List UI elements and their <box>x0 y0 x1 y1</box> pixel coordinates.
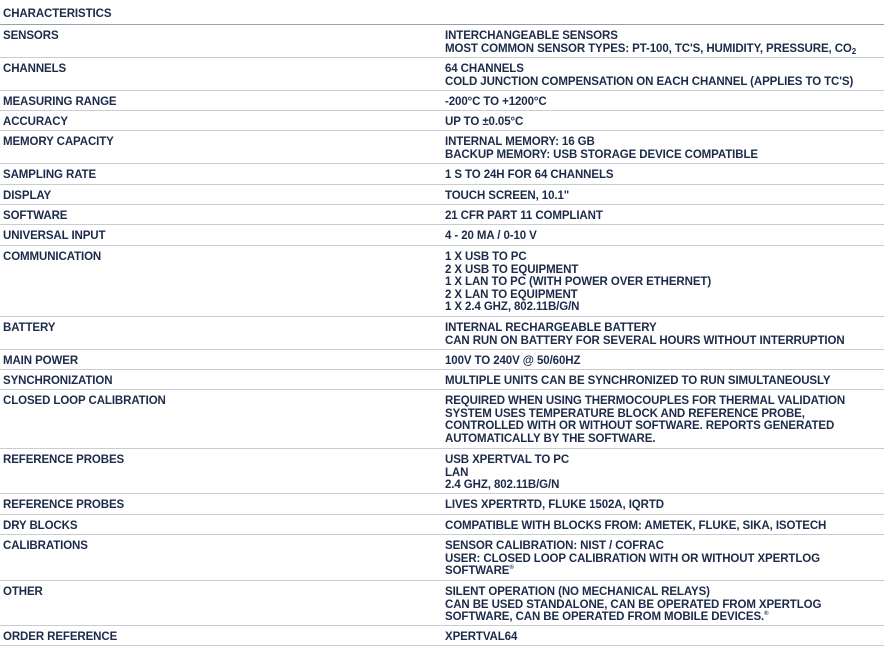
table-row <box>0 494 884 515</box>
row-value <box>442 164 884 184</box>
row-value <box>442 370 884 389</box>
row-label: SOFTWARE <box>3 210 68 222</box>
table-row <box>0 205 884 225</box>
value-line: 1 X 2.4 GHZ, 802.11B/G/N <box>445 301 580 314</box>
table-row <box>0 185 884 205</box>
row-value <box>442 390 884 448</box>
value-text: SOFTWARE <box>445 565 510 578</box>
value-line: REQUIRED WHEN USING THERMOCOUPLES FOR THERMAL VALIDATION <box>445 395 846 407</box>
row-label: CALIBRATIONS <box>3 540 88 552</box>
row-value <box>442 494 884 514</box>
value-line: COMPATIBLE WITH BLOCKS FROM: AMETEK, FLUKE, SIKA, ISOTECH <box>445 520 827 532</box>
header-label: CHARACTERISTICS <box>3 8 112 20</box>
row-value <box>442 515 884 534</box>
row-value <box>442 317 884 349</box>
table-row <box>0 131 884 164</box>
value-line: INTERCHANGEABLE SENSORS <box>445 30 618 42</box>
table-row <box>0 626 884 646</box>
value-line: BACKUP MEMORY: USB STORAGE DEVICE COMPATIBLE <box>445 148 758 161</box>
row-value <box>442 131 884 163</box>
table-row <box>0 58 884 91</box>
registered-mark: ® <box>509 565 514 572</box>
value-line: SENSOR CALIBRATION: NIST / COFRAC <box>445 540 664 552</box>
row-label: BATTERY <box>3 322 56 334</box>
header-value <box>442 0 884 24</box>
row-value <box>442 225 884 245</box>
value-line: 2.4 GHZ, 802.11B/G/N <box>445 479 560 492</box>
value-line: LAN <box>445 466 469 479</box>
value-text: MOST COMMON SENSOR TYPES: PT-100, TC'S, HUMIDITY, PRESSURE, CO <box>445 42 852 55</box>
value-line: AUTOMATICALLY BY THE SOFTWARE. <box>445 432 656 445</box>
subscript-text: 2 <box>851 46 857 56</box>
row-label: SENSORS <box>3 30 59 42</box>
row-value <box>442 350 884 369</box>
value-line: 100V TO 240V @ 50/60HZ <box>445 355 581 367</box>
row-value <box>442 91 884 110</box>
table-row <box>0 25 884 58</box>
row-label: SAMPLING RATE <box>3 169 97 181</box>
row-value <box>442 25 884 57</box>
table-row <box>0 515 884 535</box>
value-line: COLD JUNCTION COMPENSATION ON EACH CHANNEL (APPLIES TO TC'S) <box>445 75 854 88</box>
row-value <box>442 581 884 625</box>
value-line: SYSTEM USES TEMPERATURE BLOCK AND REFERENCE PROBE, <box>445 407 805 420</box>
table-row <box>0 111 884 131</box>
value-line: XPERTVAL64 <box>445 631 518 643</box>
table-row <box>0 449 884 494</box>
row-label: MEASURING RANGE <box>3 96 117 108</box>
table-row <box>0 164 884 185</box>
row-label: ACCURACY <box>3 116 69 128</box>
value-line: UP TO ±0.05°C <box>445 116 524 128</box>
table-row <box>0 581 884 626</box>
value-line: 21 CFR PART 11 COMPLIANT <box>445 210 603 222</box>
row-label: REFERENCE PROBES <box>3 454 125 466</box>
row-label: MEMORY CAPACITY <box>3 136 114 148</box>
table-row <box>0 535 884 581</box>
registered-mark: ® <box>764 611 769 618</box>
table-row <box>0 91 884 111</box>
row-value <box>442 535 884 580</box>
row-label: DISPLAY <box>3 190 52 202</box>
table-row <box>0 370 884 390</box>
value-line <box>445 565 884 578</box>
row-value <box>442 449 884 493</box>
value-line: INTERNAL MEMORY: 16 GB <box>445 136 595 148</box>
row-label: CHANNELS <box>3 63 67 75</box>
value-line: CAN BE USED STANDALONE, CAN BE OPERATED FROM XPERTLOG <box>445 598 822 611</box>
row-label: OTHER <box>3 586 43 598</box>
row-label: CLOSED LOOP CALIBRATION <box>3 395 166 407</box>
row-value <box>442 185 884 204</box>
row-value <box>442 205 884 224</box>
table-row <box>0 317 884 350</box>
value-line: TOUCH SCREEN, 10.1" <box>445 190 570 202</box>
value-line: 64 CHANNELS <box>445 63 524 75</box>
value-line: USB XPERTVAL TO PC <box>445 454 570 466</box>
value-line: USER: CLOSED LOOP CALIBRATION WITH OR WITHOUT XPERTLOG <box>445 552 820 565</box>
row-label: UNIVERSAL INPUT <box>3 230 106 242</box>
table-header-row <box>0 0 884 25</box>
table-row <box>0 225 884 246</box>
row-label: ORDER REFERENCE <box>3 631 118 643</box>
value-text: SOFTWARE, CAN BE OPERATED FROM MOBILE DEVICES. <box>445 611 765 624</box>
value-line: INTERNAL RECHARGEABLE BATTERY <box>445 322 657 334</box>
value-line: 1 X USB TO PC <box>445 251 527 263</box>
table-row <box>0 350 884 370</box>
table-row <box>0 246 884 317</box>
value-line <box>445 611 884 624</box>
value-line: 4 - 20 MA / 0-10 V <box>445 230 537 242</box>
value-line <box>445 43 884 56</box>
value-line: -200°C TO +1200°C <box>445 96 547 108</box>
row-value <box>442 626 884 645</box>
value-line: 2 X LAN TO EQUIPMENT <box>445 288 578 301</box>
row-label: REFERENCE PROBES <box>3 499 125 511</box>
value-line: CONTROLLED WITH OR WITHOUT SOFTWARE. REPORTS GENERATED <box>445 420 835 433</box>
row-label: MAIN POWER <box>3 355 79 367</box>
table-row <box>0 390 884 449</box>
row-value <box>442 246 884 316</box>
row-value <box>442 111 884 130</box>
value-line: LIVES XPERTRTD, FLUKE 1502A, IQRTD <box>445 499 664 511</box>
row-label: SYNCHRONIZATION <box>3 375 113 387</box>
value-line: 2 X USB TO EQUIPMENT <box>445 263 579 276</box>
row-label: COMMUNICATION <box>3 251 102 263</box>
row-value <box>442 58 884 90</box>
value-line: 1 S TO 24H FOR 64 CHANNELS <box>445 169 614 181</box>
value-line: CAN RUN ON BATTERY FOR SEVERAL HOURS WITHOUT INTERRUPTION <box>445 334 845 347</box>
value-line: SILENT OPERATION (NO MECHANICAL RELAYS) <box>445 586 710 598</box>
value-line: MULTIPLE UNITS CAN BE SYNCHRONIZED TO RUN SIMULTANEOUSLY <box>445 375 831 387</box>
row-label: DRY BLOCKS <box>3 520 78 532</box>
value-line: 1 X LAN TO PC (WITH POWER OVER ETHERNET) <box>445 276 712 289</box>
